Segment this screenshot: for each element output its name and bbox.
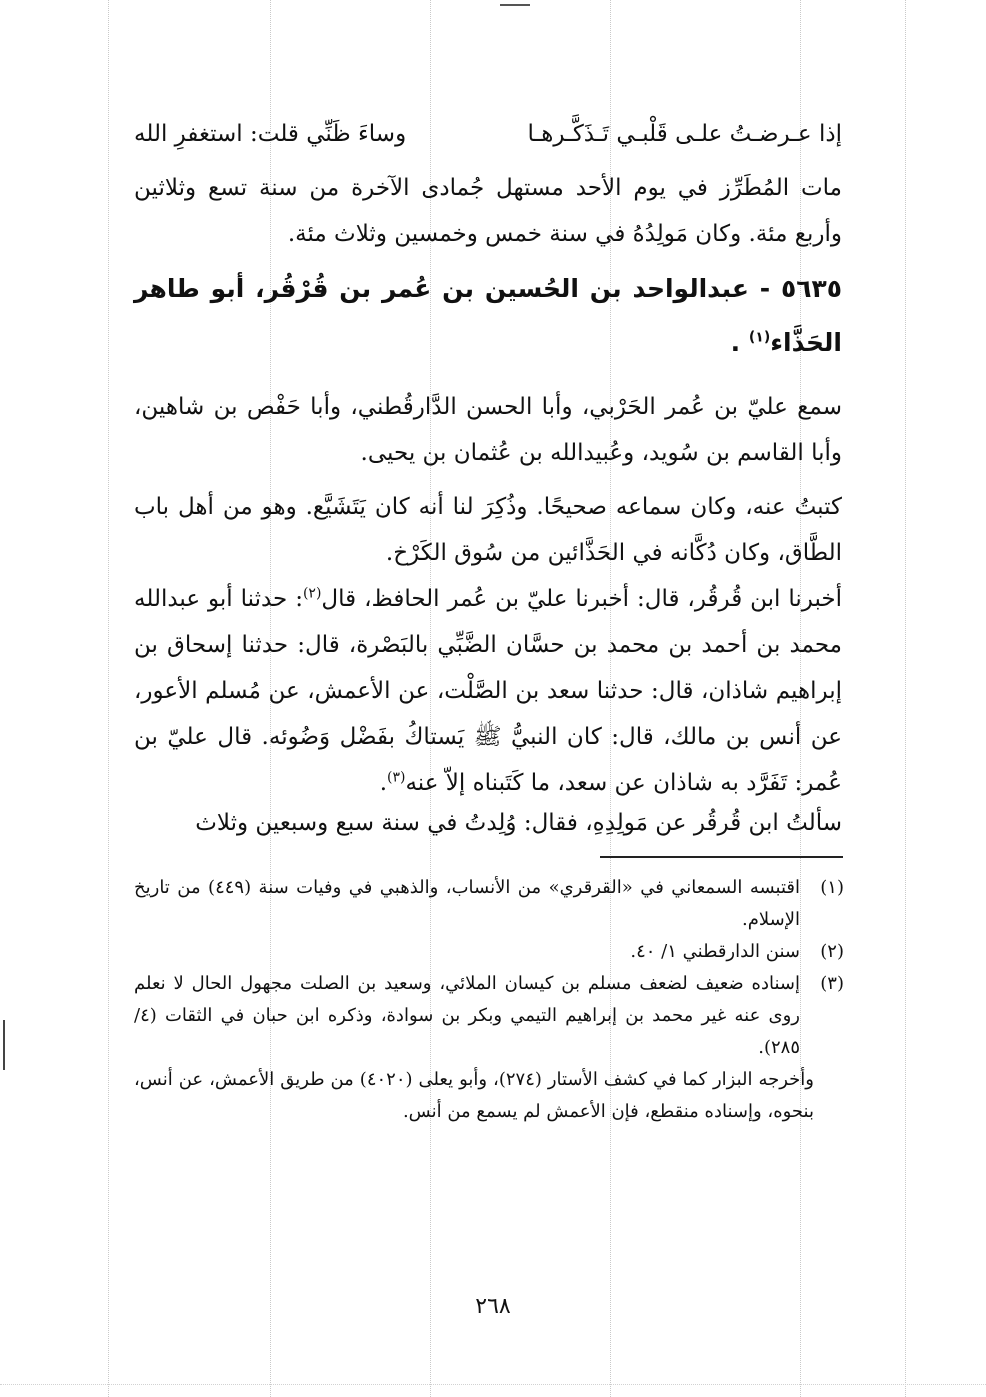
poem-second-hemistich: وساءَ ظَنِّي قلت: استغفرِ الله: [134, 121, 407, 147]
footnote-continuation: وأخرجه البزار كما في كشف الأستار (٢٧٤)، وأبو يعلى (٤٠٢٠) من طريق الأعمش، عن أنس، بنحوه، وإسناده منقطع، فإن الأعمش لم يسمع من أنس.: [134, 1069, 814, 1122]
poem-verse: [134, 111, 842, 157]
scan-guide-line: [108, 0, 109, 1397]
scan-guide-line: [0, 1384, 986, 1385]
footnote-text: إسناده ضعيف لضعف مسلم بن كيسان الملائي، وسعيد بن الصلت مجهول الحال لا نعلم روى عنه غير محمد بن إبراهيم التيمي وبكر بن سوادة، وذكره ابن حبان في الثقات (٤/ ٢٨٥).: [134, 973, 800, 1058]
hadith-text-part: : حدثنا أبو عبدالله محمد بن أحمد بن محمد بن حسَّان الضَّبِّي بالبَصْرة، قال: حدثنا إسحاق بن إبراهيم شاذان، قال: حدثنا سعد بن الصَّلْت، عن الأعمش، عن مُسلم الأعور، عن أنس بن مالك، قال: كان النبيُّ ﷺ يَستاكُ بفَضْل وَضُوئه. قال عليّ بن عُمر: تَفَرَّد به شاذان عن سعد، ما كَتَبناه إلاّ عنه: [134, 586, 842, 796]
footnote-mark: (٣): [387, 769, 406, 786]
footnote-item: [134, 968, 844, 1064]
footnote-item: [134, 872, 844, 936]
teachers-paragraph: سمع عليّ بن عُمر الحَرْبي، وأبا الحسن الدَّارقُطني، وأبا حَفْص بن شاهين، وأبا القاسم بن سُويد، وعُبيدالله بن عُثمان بن يحيى.: [134, 394, 842, 466]
footnotes-section: [134, 872, 844, 1128]
entry-name: عبدالواحد بن الحُسين بن عُمر بن قُرْقُر، أبو طاهر الحَذَّاء: [134, 274, 842, 357]
footnote-number: (٣): [820, 973, 844, 994]
footnote-number: (١): [820, 877, 844, 898]
footnote-separator: [600, 856, 843, 858]
hadith-text-part: .: [379, 770, 387, 796]
entry-number: ٥٦٣٥: [780, 274, 842, 303]
death-date-paragraph: مات المُطَرِّز في يوم الأحد مستهل جُمادى الآخرة من سنة تسع وثلاثين وأربع مئة. وكان مَولِدُهُ في سنة خمس وخمسين وثلاث مئة.: [134, 175, 842, 247]
scan-guide-line: [905, 0, 906, 1397]
hadith-text-part: أخبرنا ابن قُرقُر، قال: أخبرنا عليّ بن عُمر الحافظ، قال: [321, 586, 843, 612]
biography-paragraph: كتبتُ عنه، وكان سماعه صحيحًا. وذُكِرَ لنا أنه كان يَتَشَيَّع. وهو من أهل باب الطَّاق، وكان دُكَّانه في الحَذَّائين من سُوق الكَرْخ.: [134, 494, 842, 566]
page-number: ٢٦٨: [475, 1294, 511, 1319]
footnote-text: سنن الدارقطني ١/ ٤٠.: [630, 941, 800, 962]
footnote-mark: (٢): [302, 585, 322, 602]
footnote-number: (٢): [820, 941, 844, 962]
poem-first-hemistich: إذا عـرضـتُ علـى قَلْبـي تَـذَكَّـرهـا: [527, 121, 842, 147]
entry-heading: ٥٦٣٥ - عبدالواحد بن الحُسين بن عُمر بن قُرْقُر، أبو طاهر الحَذَّاء$^{(١)}$ .: [134, 274, 842, 357]
footnote-mark: (١): [748, 329, 771, 346]
hadith-paragraph: [134, 576, 842, 806]
footnote-text: اقتبسه السمعاني في «القرقري» من الأنساب، والذهبي في وفيات سنة (٤٤٩) من تاريخ الإسلام.: [134, 877, 800, 930]
entry-heading-end: .: [730, 328, 741, 357]
birth-date-paragraph: سألتُ ابن قُرقُر عن مَولِدِهِ، فقال: وُلِدتُ في سنة سبع وسبعين وثلاث: [195, 810, 842, 836]
footnote-item: [134, 936, 844, 968]
top-edge-mark: [500, 4, 530, 6]
left-edge-mark: [3, 1020, 5, 1070]
